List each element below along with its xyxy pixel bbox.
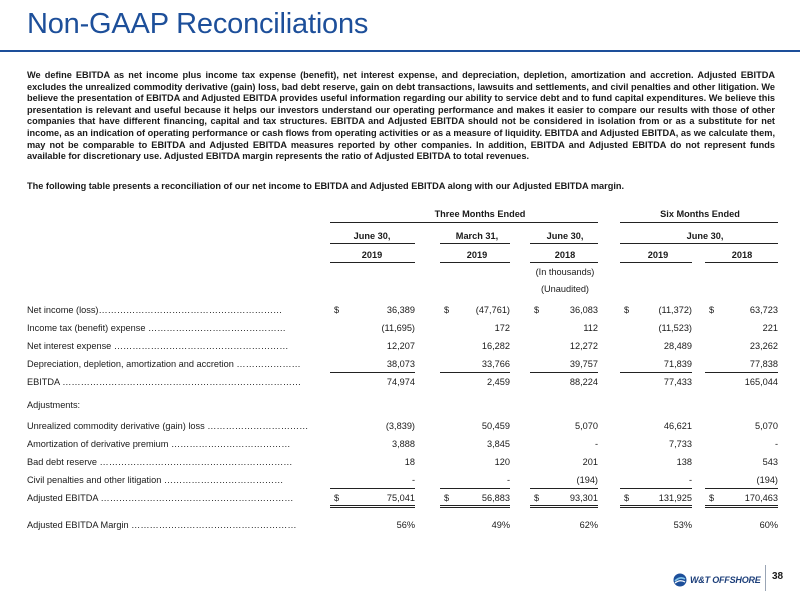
row-value: 543: [762, 457, 778, 467]
total-double-rule: [620, 505, 692, 508]
row-value: 3,888: [392, 439, 415, 449]
date-rule-1: [330, 243, 415, 244]
footer-divider: [765, 565, 766, 591]
row-value: 131,925: [658, 493, 692, 503]
row-value: 75,041: [386, 493, 415, 503]
row-value: 120: [494, 457, 510, 467]
row-value: 56,883: [481, 493, 510, 503]
row-value: -: [506, 475, 510, 485]
row-label: Adjusted EBITDA ………………………………………………………: [27, 493, 294, 503]
subtotal-rule: [530, 372, 598, 373]
page-number: 38: [772, 571, 784, 582]
dollar-sign: $: [709, 305, 715, 315]
row-value: 201: [582, 457, 598, 467]
row-value: (194): [756, 475, 778, 485]
intro-paragraph: We define EBITDA as net income plus income tax expense (benefit), net interest expense, and depreciation, depletion, amortization and accretion. Adjusted EBITDA excludes the unrealized commodity derivative (gain) loss, bad debt reserve, gain on debt transactions, lawsuits and settlements, and civil penalties and other litigation. We believe the presentation of EBITDA and Adjusted EBITDA provides useful information regarding our ability to service debt and to fund capital expenditures. We believe this presentation is relevant and useful because it helps our investors understand our operating performance and makes it easier to compare our results with those of other companies that have different financing, capital and tax structures. EBITDA and Adjusted EBITDA should not be considered in isolation from or as a substitute for net income, as an indication of operating performance or cash flows from operating activities or as a measure of liquidity. EBITDA and Adjusted EBITDA, as we calculate them, may not be comparable to EBITDA and Adjusted EBITDA measures reported by other companies. In addition, EBITDA and Adjusted EBITDA do not represent funds available for discretionary use. Adjusted EBITDA margin represents the ratio of Adjusted EBITDA to total revenues.: [27, 70, 775, 162]
row-label: Adjustments:: [27, 400, 81, 410]
row-value: 39,757: [569, 359, 598, 369]
row-value: 46,621: [663, 421, 692, 431]
date-header: June 30,: [546, 231, 584, 241]
dollar-sign: $: [534, 305, 540, 315]
dollar-sign: $: [334, 305, 340, 315]
dollar-sign: $: [334, 493, 340, 503]
row-value: (11,523): [658, 323, 692, 333]
row-label: Amortization of derivative premium …………………………………: [27, 439, 291, 449]
row-label: Net income (loss)……………………………………………………: [27, 305, 283, 315]
row-value: 60%: [759, 520, 778, 530]
row-value: 53%: [673, 520, 692, 530]
date-rule-2: [440, 243, 510, 244]
group-header-six-months: Six Months Ended: [660, 209, 740, 219]
dollar-sign: $: [624, 305, 630, 315]
row-value: 62%: [579, 520, 598, 530]
row-value: 3,845: [487, 439, 510, 449]
row-value: 28,489: [663, 341, 692, 351]
year-header: 2018: [731, 250, 753, 260]
row-label: EBITDA ……………………………………………………………………: [27, 377, 302, 387]
row-value: 16,282: [481, 341, 510, 351]
row-value: 38,073: [386, 359, 415, 369]
dollar-sign: $: [534, 493, 540, 503]
lead-sentence: The following table presents a reconciliation of our net income to EBITDA and Adjusted EBITDA along with our Adjusted EBITDA margin.: [27, 181, 625, 191]
dollar-sign: $: [624, 493, 630, 503]
year-rule-3: [530, 262, 598, 263]
row-value: 49%: [491, 520, 510, 530]
globe-swirl-icon: [673, 573, 687, 587]
row-value: (11,695): [381, 323, 415, 333]
row-value: 2,459: [487, 377, 510, 387]
date-rule-4: [620, 243, 778, 244]
row-value: 12,272: [569, 341, 598, 351]
total-double-rule: [440, 505, 510, 508]
dollar-sign: $: [444, 305, 450, 315]
row-value: 77,433: [663, 377, 692, 387]
row-value: (194): [576, 475, 598, 485]
dollar-sign: $: [709, 493, 715, 503]
year-rule-4: [620, 262, 692, 263]
row-value: 36,083: [569, 305, 598, 315]
row-value: -: [411, 475, 415, 485]
adjusted-rule: [705, 488, 778, 489]
year-rule-2: [440, 262, 510, 263]
row-value: 165,044: [744, 377, 778, 387]
row-value: 5,070: [755, 421, 778, 431]
row-value: 170,463: [744, 493, 778, 503]
row-value: 33,766: [481, 359, 510, 369]
adjusted-rule: [530, 488, 598, 489]
year-header: 2018: [554, 250, 576, 260]
row-label: Bad debt reserve ………………………………………………………: [27, 457, 293, 467]
group-rule-three-months: [330, 222, 598, 223]
subtotal-rule: [440, 372, 510, 373]
row-value: 50,459: [481, 421, 510, 431]
subtotal-rule: [620, 372, 692, 373]
row-value: (3,839): [385, 421, 415, 431]
subtotal-rule: [705, 372, 778, 373]
row-label: Income tax (benefit) expense ………………………………………: [27, 323, 286, 333]
group-header-three-months: Three Months Ended: [434, 209, 526, 219]
row-value: 36,389: [386, 305, 415, 315]
total-double-rule: [530, 505, 598, 508]
company-logo: [673, 572, 761, 588]
dollar-sign: $: [444, 493, 450, 503]
row-value: 77,838: [749, 359, 778, 369]
row-value: 56%: [396, 520, 415, 530]
row-label: Civil penalties and other litigation …………………………………: [27, 475, 284, 485]
row-label: Adjusted EBITDA Margin ………………………………………………: [27, 520, 297, 530]
row-value: 172: [494, 323, 510, 333]
row-label: Net interest expense …………………………………………………: [27, 341, 289, 351]
date-rule-3: [530, 243, 598, 244]
row-value: 93,301: [569, 493, 598, 503]
row-value: (11,372): [658, 305, 692, 315]
row-value: -: [594, 439, 598, 449]
group-rule-six-months: [620, 222, 778, 223]
row-value: 18: [404, 457, 415, 467]
year-header: 2019: [647, 250, 669, 260]
date-header: March 31,: [455, 231, 499, 241]
row-value: 7,733: [669, 439, 692, 449]
row-value: 12,207: [386, 341, 415, 351]
total-double-rule: [705, 505, 778, 508]
adjusted-rule: [330, 488, 415, 489]
row-value: -: [774, 439, 778, 449]
row-value: 88,224: [569, 377, 598, 387]
title-divider: [0, 50, 800, 52]
year-header: 2019: [466, 250, 488, 260]
adjusted-rule: [440, 488, 510, 489]
total-double-rule: [330, 505, 415, 508]
year-rule-1: [330, 262, 415, 263]
row-value: 5,070: [575, 421, 598, 431]
row-value: (47,761): [475, 305, 510, 315]
year-header: 2019: [361, 250, 383, 260]
row-value: 138: [676, 457, 692, 467]
date-header: June 30,: [686, 231, 724, 241]
row-value: -: [688, 475, 692, 485]
row-value: 23,262: [749, 341, 778, 351]
row-value: 112: [583, 323, 598, 333]
row-label: Depreciation, depletion, amortization and accretion …………………: [27, 359, 301, 369]
logo-text: W&T OFFSHORE: [690, 575, 761, 585]
row-value: 74,974: [386, 377, 415, 387]
adjusted-rule: [620, 488, 692, 489]
date-header: June 30,: [353, 231, 391, 241]
subtotal-rule: [330, 372, 415, 373]
row-value: 71,839: [663, 359, 692, 369]
row-value: 63,723: [749, 305, 778, 315]
page-title: Non-GAAP Reconciliations: [27, 8, 369, 40]
year-rule-5: [705, 262, 778, 263]
unaudited-note: (Unaudited): [540, 284, 589, 294]
row-value: 221: [762, 323, 778, 333]
row-label: Unrealized commodity derivative (gain) loss ……………………………: [27, 421, 309, 431]
units-note: (In thousands): [535, 267, 595, 277]
